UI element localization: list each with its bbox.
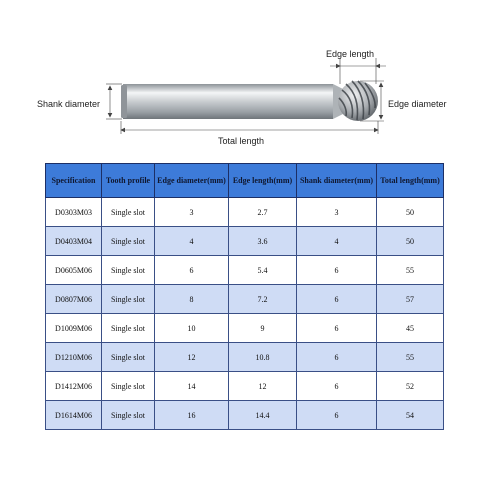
column-header-specification: Specification: [46, 164, 102, 198]
cell-total-length: 50: [377, 198, 444, 227]
cell-edge-length: 14.4: [229, 401, 297, 430]
total-length-label: Total length: [218, 136, 265, 146]
cell-tooth-profile: Single slot: [102, 343, 155, 372]
column-header-total-length: Total length(mm): [377, 164, 444, 198]
cell-tooth-profile: Single slot: [102, 372, 155, 401]
edge-length-dimension: [330, 58, 386, 84]
cell-tooth-profile: Single slot: [102, 314, 155, 343]
table-row: [46, 256, 444, 285]
specification-table: [45, 163, 444, 430]
table-row: [46, 227, 444, 256]
column-header-tooth-profile: Tooth profile: [102, 164, 155, 198]
cell-tooth-profile: Single slot: [102, 227, 155, 256]
cell-edge-length: 7.2: [229, 285, 297, 314]
cell-tooth-profile: Single slot: [102, 256, 155, 285]
edge-diameter-label: Edge diameter: [388, 99, 447, 109]
column-header-edge-length: Edge length(mm): [229, 164, 297, 198]
cell-shank-diameter: 6: [297, 285, 377, 314]
cell-edge-length: 9: [229, 314, 297, 343]
cell-specification: D0807M06: [46, 285, 102, 314]
cell-edge-length: 12: [229, 372, 297, 401]
cell-total-length: 55: [377, 256, 444, 285]
table-row: [46, 285, 444, 314]
cell-specification: D1210M06: [46, 343, 102, 372]
cell-tooth-profile: Single slot: [102, 401, 155, 430]
shank-diameter-label: Shank diameter: [37, 99, 101, 109]
cell-edge-diameter: 4: [155, 227, 229, 256]
cell-edge-diameter: 6: [155, 256, 229, 285]
column-header-edge-diameter: Edge diameter(mm): [155, 164, 229, 198]
cell-shank-diameter: 3: [297, 198, 377, 227]
cell-tooth-profile: Single slot: [102, 285, 155, 314]
cell-total-length: 45: [377, 314, 444, 343]
table-row: [46, 198, 444, 227]
table-row: [46, 401, 444, 430]
table-row: [46, 343, 444, 372]
cell-edge-diameter: 3: [155, 198, 229, 227]
cell-shank-diameter: 6: [297, 372, 377, 401]
cell-edge-diameter: 10: [155, 314, 229, 343]
cell-edge-length: 2.7: [229, 198, 297, 227]
cell-edge-diameter: 16: [155, 401, 229, 430]
shank-diameter-dimension: [106, 84, 122, 119]
cell-tooth-profile: Single slot: [102, 198, 155, 227]
product-diagram: [0, 0, 488, 160]
cell-specification: D0403M04: [46, 227, 102, 256]
specification-table-container: [45, 163, 443, 434]
cell-edge-length: 10.8: [229, 343, 297, 372]
table-header-row: [46, 164, 444, 198]
shank: [121, 84, 345, 119]
cell-specification: D0303M03: [46, 198, 102, 227]
cell-total-length: 52: [377, 372, 444, 401]
cell-specification: D1009M06: [46, 314, 102, 343]
table-row: [46, 314, 444, 343]
cell-edge-diameter: 14: [155, 372, 229, 401]
cell-shank-diameter: 6: [297, 401, 377, 430]
cell-shank-diameter: 6: [297, 314, 377, 343]
edge-length-label: Edge length: [326, 49, 375, 59]
cell-total-length: 50: [377, 227, 444, 256]
burr-head: [338, 81, 378, 121]
cell-specification: D1412M06: [46, 372, 102, 401]
cell-shank-diameter: 4: [297, 227, 377, 256]
cell-total-length: 57: [377, 285, 444, 314]
cell-edge-diameter: 12: [155, 343, 229, 372]
total-length-dimension: [121, 121, 378, 134]
cell-edge-length: 5.4: [229, 256, 297, 285]
cell-specification: D0605M06: [46, 256, 102, 285]
cell-edge-diameter: 8: [155, 285, 229, 314]
cell-total-length: 55: [377, 343, 444, 372]
cell-shank-diameter: 6: [297, 256, 377, 285]
table-row: [46, 372, 444, 401]
cell-total-length: 54: [377, 401, 444, 430]
cell-shank-diameter: 6: [297, 343, 377, 372]
cell-specification: D1614M06: [46, 401, 102, 430]
cell-edge-length: 3.6: [229, 227, 297, 256]
column-header-shank-diameter: Shank diameter(mm): [297, 164, 377, 198]
